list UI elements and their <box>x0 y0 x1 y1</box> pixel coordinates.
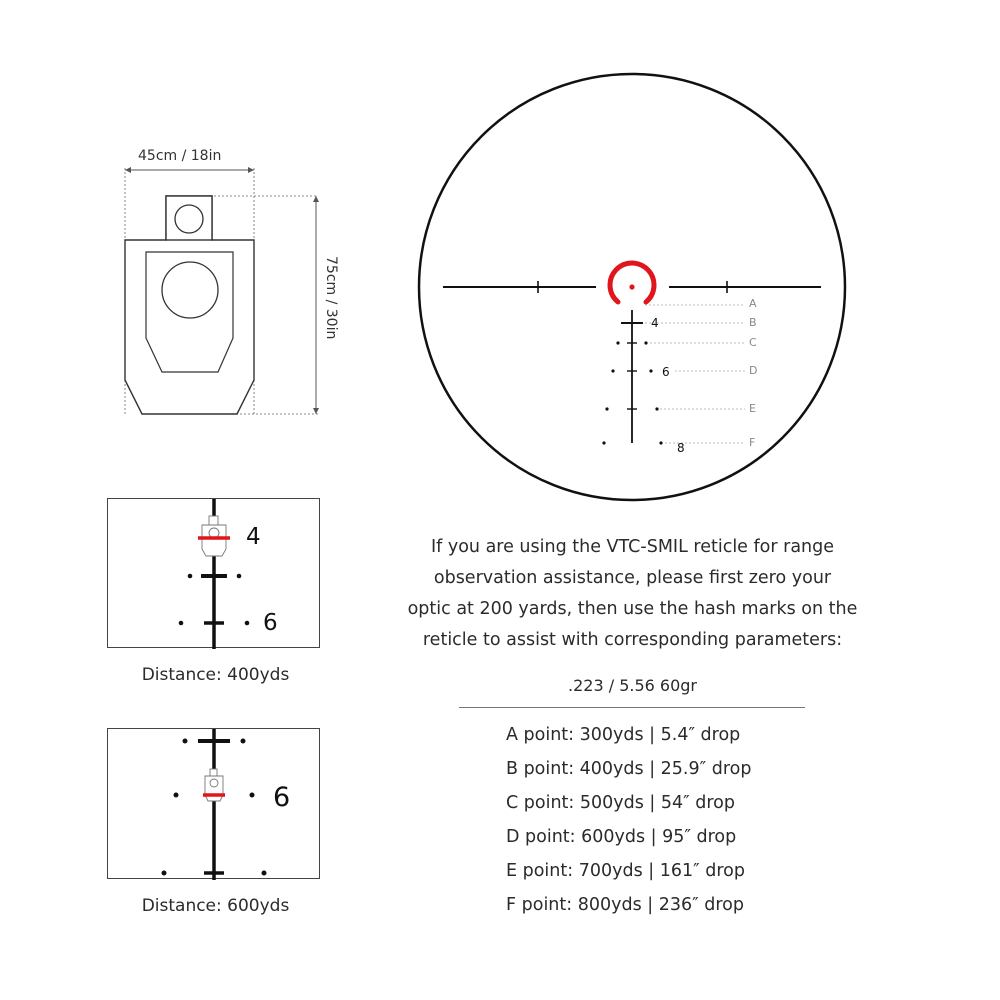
red-horseshoe <box>610 263 654 302</box>
drop-point-b: B point: 400yds | 25.9″ drop <box>506 759 752 779</box>
drop-point-d: D point: 600yds | 95″ drop <box>506 827 737 847</box>
view-400-number-4: 4 <box>246 524 261 550</box>
instruction-line: If you are using the VTC-SMIL reticle for range <box>430 537 835 557</box>
instruction-line: observation assistance, please first zero your <box>433 568 832 588</box>
small-target <box>202 516 226 556</box>
chest-circle <box>162 262 218 318</box>
instruction-line: reticle to assist with corresponding parameters: <box>422 630 843 650</box>
view-600-caption: Distance: 600yds <box>141 896 290 916</box>
scope-reticle <box>419 74 845 500</box>
reticle-hash-4: 4 <box>651 316 659 330</box>
divider <box>459 707 805 708</box>
drop-point-c: C point: 500yds | 54″ drop <box>506 793 735 813</box>
drop-points-list <box>506 722 751 926</box>
view-600-number-6: 6 <box>273 782 291 813</box>
view-400-reticle <box>108 499 321 649</box>
reticle-label-d: D <box>749 364 758 377</box>
head-circle <box>175 205 203 233</box>
reticle-label-e: E <box>749 402 756 415</box>
view-400-caption: Distance: 400yds <box>141 665 290 685</box>
instruction-text <box>395 532 870 656</box>
reticle-hash-8: 8 <box>677 441 685 455</box>
drop-point-f: F point: 800yds | 236″ drop <box>506 895 744 915</box>
drop-point-a: A point: 300yds | 5.4″ drop <box>506 725 741 745</box>
height-label: 75cm / 30in <box>323 256 339 340</box>
reticle-hash-6: 6 <box>662 365 670 379</box>
drop-point-e: E point: 700yds | 161″ drop <box>506 861 745 881</box>
red-center-dot <box>629 284 634 289</box>
reticle-label-c: C <box>749 336 757 349</box>
reticle-label-f: F <box>749 436 756 449</box>
instruction-line: optic at 200 yards, then use the hash marks on the <box>407 599 858 619</box>
view-400-number-6: 6 <box>263 610 278 636</box>
reticle-label-b: B <box>749 316 757 329</box>
view-400-panel <box>107 498 320 648</box>
ammo-label: .223 / 5.56 60gr <box>568 676 697 695</box>
reticle-label-a: A <box>749 297 757 310</box>
width-label: 45cm / 18in <box>138 148 222 164</box>
